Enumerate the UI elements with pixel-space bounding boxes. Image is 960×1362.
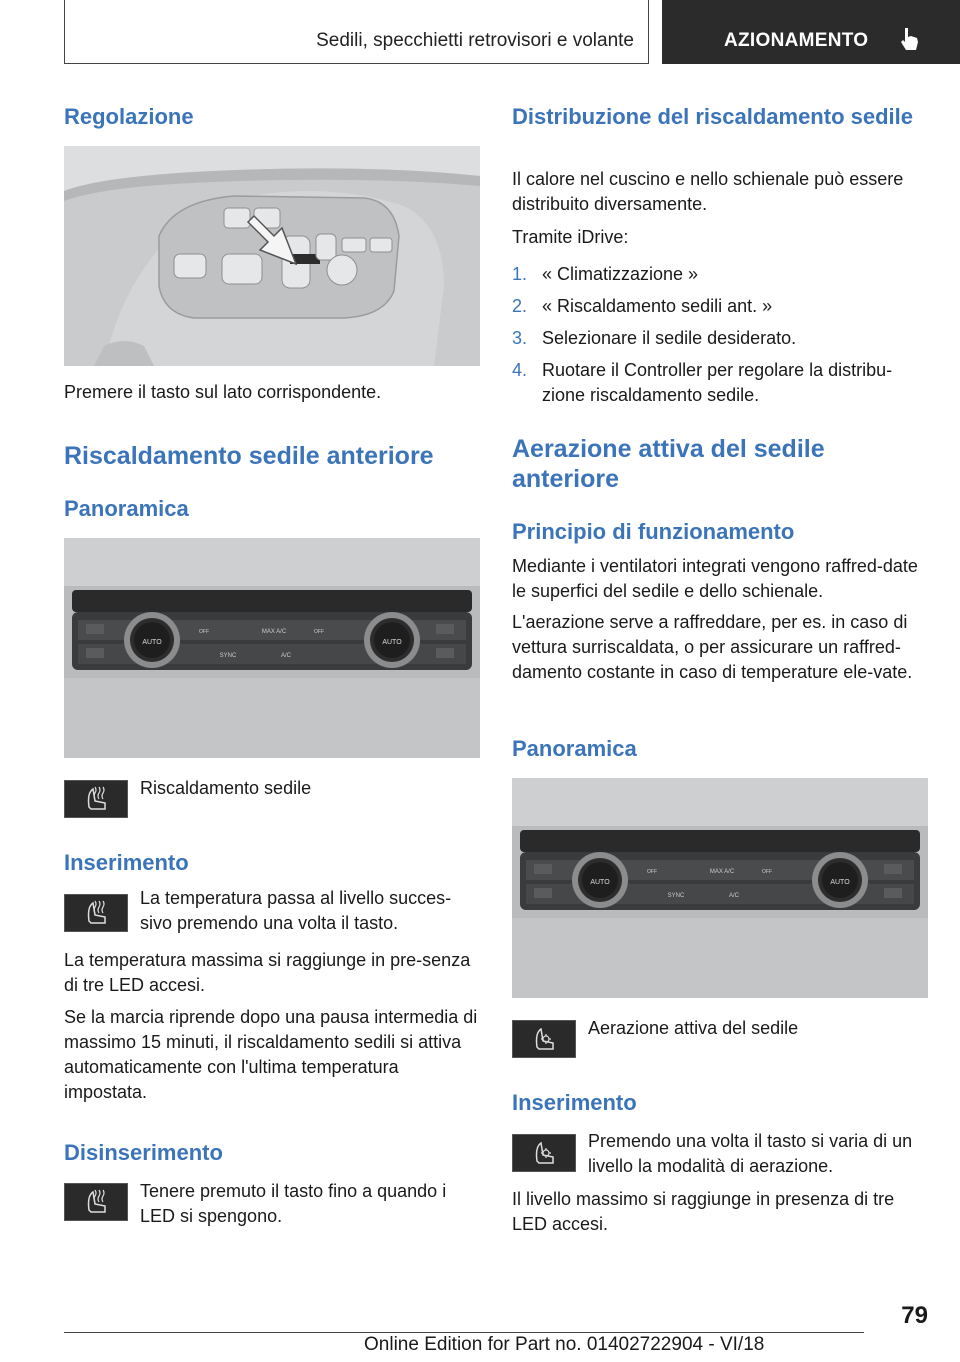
text-inserimento-p2: Se la marcia riprende dopo una pausa intermedia di massimo 15 minuti, il riscaldamento sedili si attiva automaticamente con l'ultima temperatura impostata. (64, 1007, 478, 1102)
list-item: 3. Selezionare il sedile desiderato. (512, 328, 797, 348)
heading-panoramica-right: Panoramica (512, 736, 637, 761)
svg-text:AUTO: AUTO (382, 639, 402, 646)
footer-divider (64, 1332, 864, 1333)
heading-regolazione: Regolazione (64, 104, 194, 129)
heading-panoramica-left: Panoramica (64, 496, 189, 521)
svg-text:AUTO: AUTO (142, 639, 162, 646)
svg-text:AUTO: AUTO (590, 879, 610, 886)
text-disinserimento-icon: Tenere premuto il tasto fino a quando i LED si spengono. (140, 1181, 447, 1226)
seat-heating-icon (64, 780, 128, 818)
svg-text:OFF: OFF (314, 629, 324, 635)
list-item: 2. « Riscaldamento sedili ant. » (512, 296, 773, 316)
svg-text:OFF: OFF (762, 869, 772, 875)
svg-text:SYNC: SYNC (667, 893, 685, 899)
seat-ventilation-icon (512, 1134, 576, 1172)
heading-distribuzione: Distribuzione del riscaldamento sedile (512, 104, 913, 129)
header-section-title: Sedili, specchietti retrovisori e volante (316, 30, 634, 51)
text-inserimento-icon-left: La temperatura passa al livello succes-sivo premendo una volta il tasto. (140, 888, 452, 933)
label-seat-ventilation: Aerazione attiva del sedile (588, 1018, 799, 1038)
text-distribuzione-p2: Tramite iDrive: (512, 227, 629, 247)
caption-regolazione: Premere il tasto sul lato corrispondente. (64, 382, 382, 402)
svg-text:A/C: A/C (280, 653, 292, 659)
text-principio-p1: Mediante i ventilatori integrati vengono raffred-date le superfici del sedile e dello schienale. (512, 556, 918, 601)
list-item: 1. « Climatizzazione » (512, 264, 699, 284)
heading-inserimento-right: Inserimento (512, 1090, 637, 1115)
page-number: 79 (901, 1302, 928, 1329)
heading-riscaldamento: Riscaldamento sedile anteriore (64, 442, 434, 470)
svg-text:A/C: A/C (728, 893, 740, 899)
figure-climate-panel-left (64, 538, 480, 758)
figure-climate-panel-right (512, 778, 928, 998)
text-principio-p2: L'aerazione serve a raffreddare, per es. in caso di vettura surriscaldata, o per assicurare un raffred-damento costante in caso di temperature ele-vate. (512, 612, 913, 682)
heading-aerazione: Aerazione attiva del sedile anteriore (512, 435, 825, 493)
header-section-box (64, 0, 649, 64)
header-chapter-box (662, 0, 960, 64)
heading-inserimento-left: Inserimento (64, 850, 189, 875)
svg-text:OFF: OFF (647, 869, 657, 875)
list-item: 4. Ruotare il Controller per regolare la distribu-zione riscaldamento sedile. (512, 360, 893, 405)
text-inserimento-p1: La temperatura massima si raggiunge in pre-senza di tre LED accesi. (64, 950, 471, 995)
label-seat-heating: Riscaldamento sedile (140, 778, 312, 798)
svg-text:MAX A/C: MAX A/C (709, 869, 735, 875)
seat-heating-icon (64, 894, 128, 932)
seat-heating-icon (64, 1183, 128, 1221)
text-inserimento-icon-right: Premendo una volta il tasto si varia di un livello la modalità di aerazione. (588, 1131, 913, 1176)
steps-list (512, 262, 932, 415)
svg-text:OFF: OFF (199, 629, 209, 635)
text-distribuzione-p1: Il calore nel cuscino e nello schienale può essere distribuito diversamente. (512, 169, 904, 214)
footer-edition: Online Edition for Part no. 01402722904 - VI/18 (364, 1334, 765, 1355)
text-inserimento-right-p1: Il livello massimo si raggiunge in presenza di tre LED accesi. (512, 1189, 895, 1234)
hand-pointer-icon (898, 26, 920, 52)
heading-disinserimento: Disinserimento (64, 1140, 223, 1165)
svg-text:SYNC: SYNC (219, 653, 237, 659)
heading-principio: Principio di funzionamento (512, 519, 795, 544)
header-chapter-title: AZIONAMENTO (724, 30, 869, 51)
seat-ventilation-icon (512, 1020, 576, 1058)
figure-seat-controls (64, 146, 480, 366)
svg-text:MAX A/C: MAX A/C (261, 629, 287, 635)
svg-text:AUTO: AUTO (830, 879, 850, 886)
